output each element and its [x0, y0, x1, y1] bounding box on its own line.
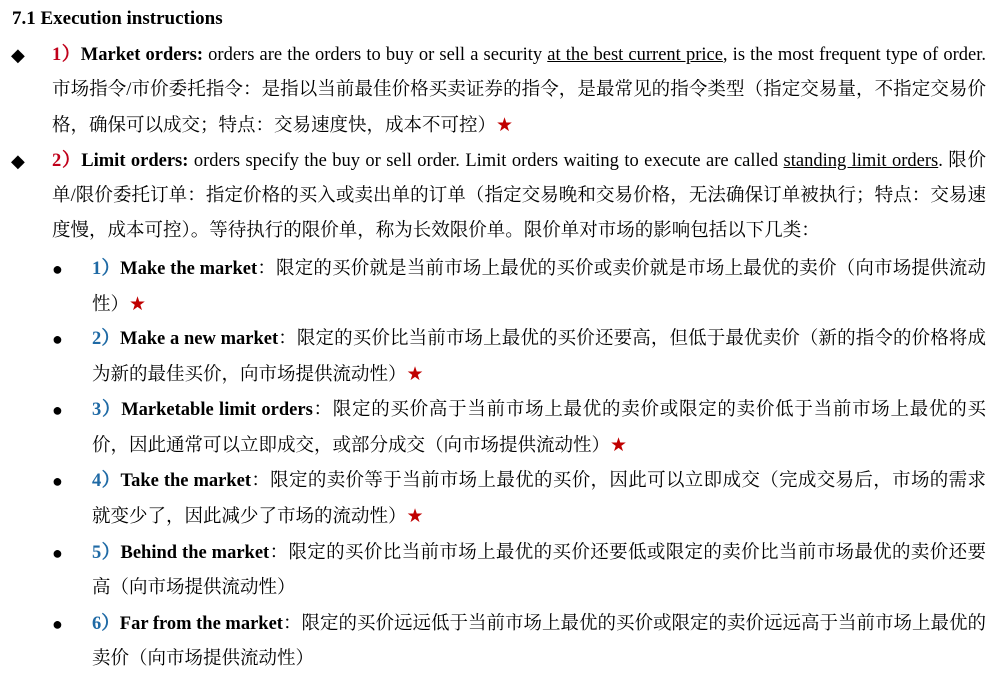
sub-item-make-a-new-market	[52, 322, 986, 393]
item-underlined-text: standing limit orders	[783, 151, 939, 171]
item-text: orders specify the buy or sell order. Limit orders waiting to execute are called	[188, 151, 784, 171]
sub-item-marketable-limit-orders	[52, 393, 986, 464]
star-icon: ★	[406, 364, 424, 385]
item-number: 1）	[52, 45, 81, 65]
sub-item-far-from-the-market	[52, 607, 986, 677]
sub-item-text: ：限定的买价比当前市场上最优的买价还要高，但低于最优卖价（新的指令的价格将成为新的最佳买价，向市场提供流动性）	[92, 329, 986, 385]
dot-bullet-icon: ●	[52, 543, 63, 563]
list-item-market-orders	[11, 38, 986, 144]
dot-bullet-icon: ●	[52, 614, 63, 634]
sub-item-text: ：限定的卖价等于当前市场上最优的买价，因此可以立即成交（完成交易后，市场的需求就变少了，因此减少了市场的流动性）	[92, 471, 986, 527]
item-underlined-text: at the best current price	[547, 45, 723, 65]
sub-item-text: ：限定的买价高于当前市场上最优的卖价或限定的卖价低于当前市场上最优的买价，因此通常可以立即成交，或部分成交（向市场提供流动性）	[92, 400, 986, 456]
sub-item-number: 1）	[92, 259, 121, 279]
dot-bullet-icon: ●	[52, 329, 63, 349]
sub-item-number: 3）	[92, 400, 122, 420]
section-heading: 7.1 Execution instructions	[12, 8, 223, 29]
item-text: orders are the orders to buy or sell a security	[203, 45, 548, 65]
dot-bullet-icon: ●	[52, 400, 63, 420]
sub-item-text: ：限定的买价远远低于当前市场上最优的买价或限定的卖价远远高于当前市场上最优的卖价（向市场提供流动性）	[92, 614, 986, 669]
sub-item-make-the-market	[52, 252, 986, 323]
star-icon: ★	[129, 294, 147, 315]
star-icon: ★	[406, 506, 424, 527]
sub-item-term: Make a new market	[120, 329, 279, 349]
star-icon: ★	[496, 115, 514, 136]
item-text: , is the most frequent type of order. 市场指令/市价委托指令：是指以当前最佳价格买卖证券的指令，是最常见的指令类型（指定交易量，不指定交易价格，确保可以成交；特点：交易速度快，成本不可控）	[52, 45, 986, 136]
item-text: . 限价单/限价委托订单：指定价格的买入或卖出单的订单（指定交易晚和交易价格，无法确保订单被执行；特点：交易速度慢，成本可控）。等待执行的限价单，称为长效限价单。限价单对市场的影响包括以下几类：	[52, 151, 986, 241]
sub-item-behind-the-market	[52, 536, 986, 606]
sub-item-number: 6）	[92, 614, 120, 634]
dot-bullet-icon: ●	[52, 259, 63, 279]
sub-item-text: ：限定的买价比当前市场上最优的买价还要低或限定的卖价比当前市场最优的卖价还要高（向市场提供流动性）	[92, 543, 986, 598]
item-number: 2）	[52, 151, 82, 171]
star-icon: ★	[610, 435, 628, 456]
sub-item-text: ：限定的买价就是当前市场上最优的买价或卖价就是市场上最优的卖价（向市场提供流动性）	[92, 259, 986, 315]
diamond-bullet-icon: ◆	[11, 151, 25, 171]
diamond-bullet-icon: ◆	[11, 45, 25, 65]
sub-item-number: 5）	[92, 543, 121, 563]
item-term: Limit orders:	[81, 151, 189, 171]
sub-item-term: Take the market	[120, 471, 251, 491]
sub-item-take-the-market	[52, 464, 986, 535]
dot-bullet-icon: ●	[52, 471, 63, 491]
item-term: Market orders:	[80, 45, 204, 65]
sub-item-term: Far from the market	[119, 614, 283, 634]
sub-item-number: 2）	[92, 329, 121, 349]
sub-item-term: Behind the market	[120, 543, 270, 563]
sub-item-term: Marketable limit orders	[121, 400, 313, 420]
sub-item-number: 4）	[92, 471, 121, 491]
list-item-limit-orders	[11, 144, 986, 249]
sub-item-term: Make the market	[120, 259, 258, 279]
